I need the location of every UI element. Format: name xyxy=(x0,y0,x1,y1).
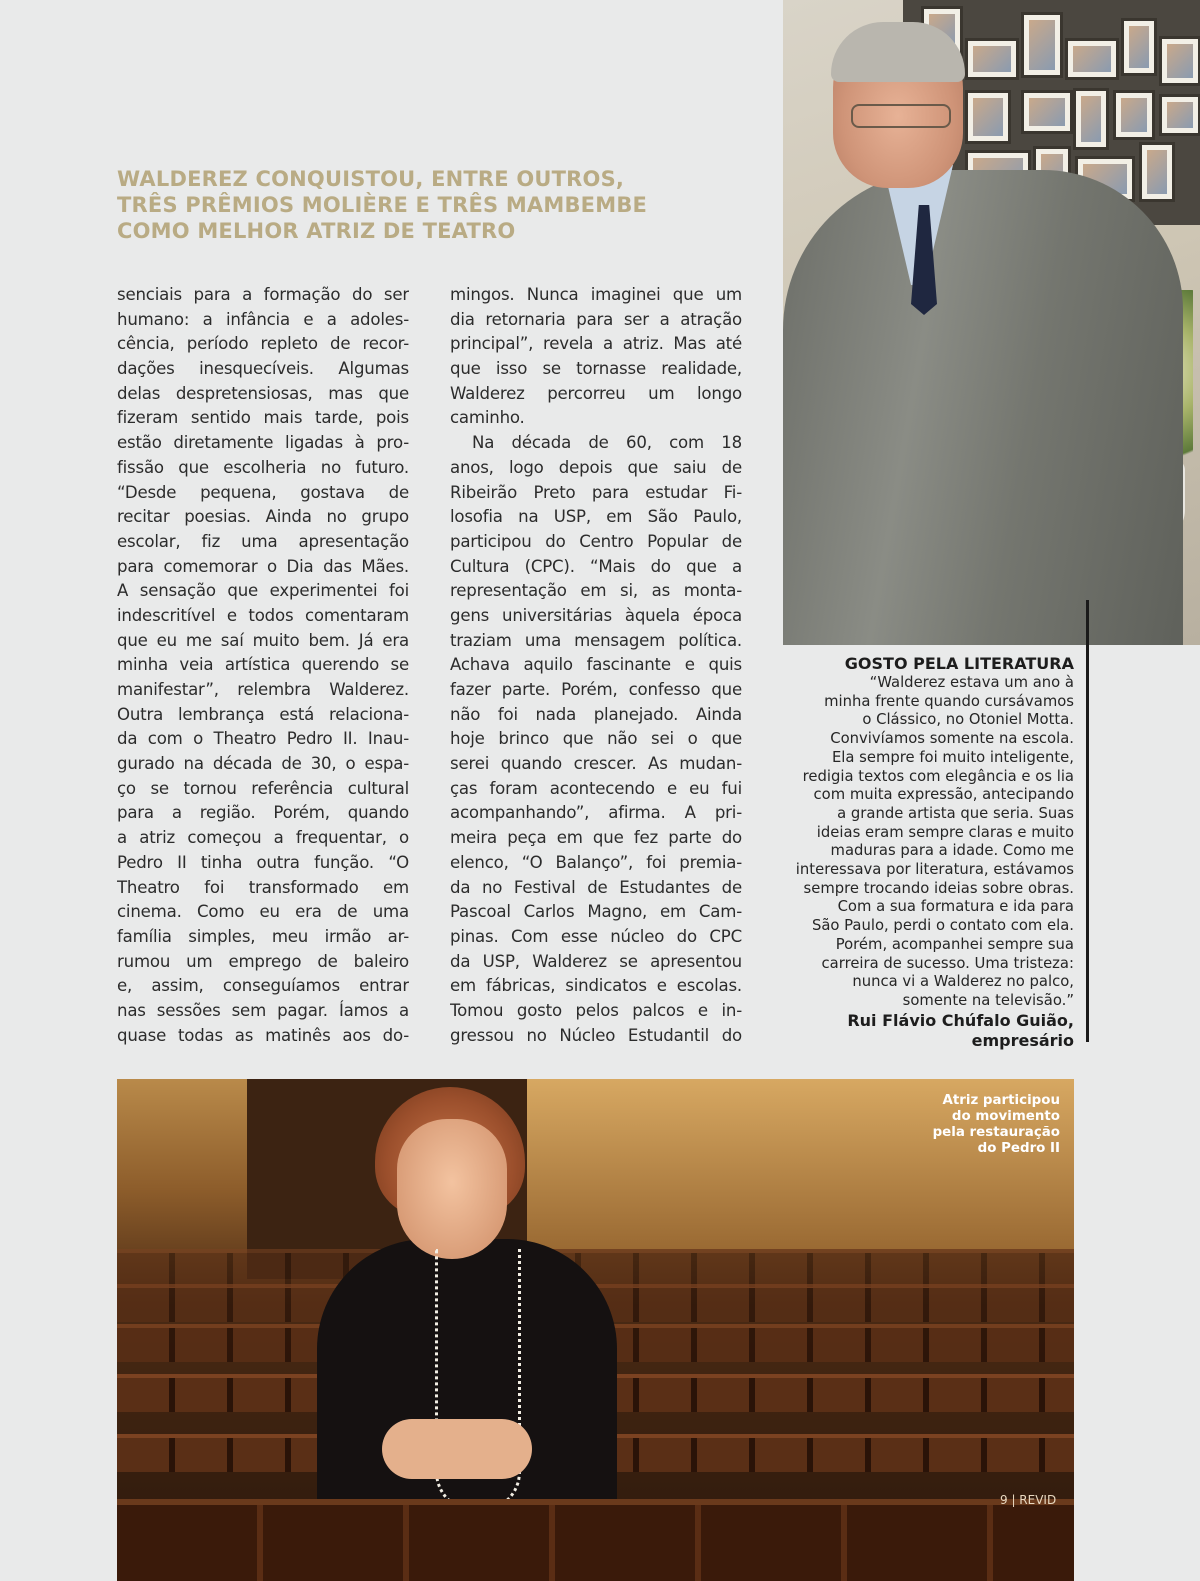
text-line: delas despretensiosas, mas que xyxy=(117,383,409,403)
text-line: principal”, revela a atriz. Mas até xyxy=(450,334,742,354)
quote-author-role: empresário xyxy=(971,1030,1074,1050)
caption-line: do movimento xyxy=(951,1109,1060,1124)
text-line: não foi nada planejado. Ainda xyxy=(450,704,742,724)
headline-line: WALDEREZ CONQUISTOU, ENTRE OUTROS, xyxy=(117,167,625,191)
quote-line: Com a sua formatura e ida para xyxy=(837,898,1074,916)
text-line: gens universitárias àquela época xyxy=(450,605,742,625)
text-line: da com o Theatro Pedro II. Inau- xyxy=(117,729,409,749)
text-line: quase todas as matinês aos do- xyxy=(117,1025,409,1045)
text-line: manifestar”, relembra Walderez. xyxy=(117,680,409,699)
text-line: da USP, Walderez se apresentou xyxy=(450,951,742,971)
text-line: para a região. Porém, quando xyxy=(117,803,409,823)
text-line: senciais para a formação do ser xyxy=(117,285,409,304)
quote-vertical-rule xyxy=(1086,600,1089,1042)
quote-line: o Clássico, no Otoniel Motta. xyxy=(862,711,1074,729)
quote-line: minha frente quando cursávamos xyxy=(824,692,1074,710)
text-line: recitar poesias. Ainda no grupo xyxy=(117,507,409,527)
text-line: A sensação que experimentei foi xyxy=(117,581,409,601)
text-line: fizeram sentido mais tarde, pois xyxy=(117,408,409,428)
text-line: Outra lembrança está relaciona- xyxy=(117,704,409,724)
text-line: cência, período repleto de recor- xyxy=(117,334,409,354)
text-line: Na década de 60, com 18 xyxy=(472,433,742,453)
text-line: gressou no Núcleo Estudantil do xyxy=(450,1025,742,1045)
text-line: que isso se tornasse realidade, xyxy=(450,359,742,379)
quote-line: redigia textos com elegância e os lia xyxy=(802,767,1074,785)
text-line: Pedro II tinha outra função. “O xyxy=(117,852,409,872)
text-line: “Desde pequena, gostava de xyxy=(117,482,409,502)
seat-row xyxy=(117,1249,1074,1287)
quote-line: “Walderez estava um ano à xyxy=(869,674,1074,691)
caption-line: pela restauração xyxy=(932,1125,1060,1140)
headline xyxy=(117,166,717,244)
text-line: a atriz começou a frequentar, o xyxy=(117,828,409,848)
text-line: minha veia artística querendo se xyxy=(117,655,409,675)
quote-line: interessava por literatura, estávamos xyxy=(795,861,1074,879)
text-line: fissão que escolheria no futuro. xyxy=(117,457,409,477)
quote-line: a grande artista que seria. Suas xyxy=(837,804,1074,822)
article-column-middle xyxy=(450,283,742,1048)
quote-line: somente na televisão.” xyxy=(902,991,1074,1009)
text-line: dações inesquecíveis. Algumas xyxy=(117,359,409,379)
text-line: ças foram acontecendo e eu fui xyxy=(450,778,742,798)
text-line: da no Festival de Estudantes de xyxy=(450,877,742,897)
sidebar-quote xyxy=(783,654,1074,1051)
text-line: representação em si, as monta- xyxy=(450,581,742,601)
text-line: fazer parte. Porém, confesso que xyxy=(450,680,742,699)
text-line: ço se tornou referência cultural xyxy=(117,778,409,798)
headline-line: COMO MELHOR ATRIZ DE TEATRO xyxy=(117,219,516,243)
photo-rui-flavio xyxy=(783,0,1200,645)
caption-line: do Pedro II xyxy=(977,1141,1060,1156)
text-line: serei quando crescer. As mudan- xyxy=(450,754,742,774)
woman-arms xyxy=(382,1419,532,1479)
quote-line: carreira de sucesso. Uma tristeza: xyxy=(821,954,1074,972)
text-line: estão diretamente ligadas à pro- xyxy=(117,433,409,453)
text-line: para comemorar o Dia das Mães. xyxy=(117,556,409,576)
text-line: anos, logo depois que saiu de xyxy=(450,457,742,477)
quote-line: ideias eram sempre claras e muito xyxy=(816,823,1074,841)
quote-line: com muita expressão, antecipando xyxy=(813,786,1074,804)
man-suit xyxy=(783,170,1183,645)
text-line: escolar, fiz uma apresentação xyxy=(117,531,409,551)
text-line: Walderez percorreu um longo xyxy=(450,383,742,403)
text-line: Tomou gosto pelos palcos e in- xyxy=(450,1000,742,1020)
woman-face xyxy=(397,1119,507,1259)
text-line: meira peça em que fez parte do xyxy=(450,828,742,848)
quote-author: Rui Flávio Chúfalo Guião, xyxy=(847,1010,1074,1030)
quote-title: GOSTO PELA LITERATURA xyxy=(844,654,1074,673)
quote-line: Porém, acompanhei sempre sua xyxy=(835,935,1074,953)
quote-body xyxy=(783,674,1074,1011)
text-line: participou do Centro Popular de xyxy=(450,531,742,551)
text-line: traziam uma mensagem política. xyxy=(450,630,742,650)
quote-line: São Paulo, perdi o contato com ela. xyxy=(811,917,1074,935)
text-line: elenco, “O Balanço”, foi premia- xyxy=(450,852,742,872)
headline-line: TRÊS PRÊMIOS MOLIÈRE E TRÊS MAMBEMBE xyxy=(117,193,648,217)
text-line: em fábricas, sindicatos e escolas. xyxy=(450,976,742,996)
quote-line: nunca vi a Walderez no palco, xyxy=(852,973,1074,991)
text-line: que eu me saí muito bem. Já era xyxy=(117,630,409,650)
quote-line: sempre trocando ideias sobre obras. xyxy=(803,879,1074,897)
text-line: losofia na USP, em São Paulo, xyxy=(450,507,742,527)
text-line: Cultura (CPC). “Mais do que a xyxy=(450,556,742,576)
text-line: pinas. Com esse núcleo do CPC xyxy=(450,926,742,946)
text-line: indescritível e todos comentaram xyxy=(117,605,409,625)
article-column-left xyxy=(117,283,409,1048)
photo-caption xyxy=(905,1093,1060,1157)
text-line: família simples, meu irmão ar- xyxy=(117,926,409,946)
text-line: cinema. Como eu era de uma xyxy=(117,902,409,922)
text-line: nas sessões sem pagar. Íamos a xyxy=(117,1000,409,1020)
text-line: dia retornaria para ser a atração xyxy=(450,309,742,329)
seat-backs-foreground xyxy=(117,1499,1074,1581)
text-line: Pascoal Carlos Magno, em Cam- xyxy=(450,902,742,922)
quote-line: Convivíamos somente na escola. xyxy=(830,730,1074,748)
text-line: Ribeirão Preto para estudar Fi- xyxy=(450,482,742,502)
text-line: mingos. Nunca imaginei que um xyxy=(450,285,742,304)
caption-line: Atriz participou xyxy=(942,1093,1060,1108)
text-line: hoje brinco que não sei o que xyxy=(450,729,742,749)
man-glasses xyxy=(851,104,951,128)
quote-line: maduras para a idade. Como me xyxy=(830,842,1074,860)
text-line: caminho. xyxy=(450,408,525,428)
text-line: gurado na década de 30, o espa- xyxy=(117,754,409,774)
text-line: rumou um emprego de baleiro xyxy=(117,951,409,971)
page-footer: 9 | REVID xyxy=(1000,1493,1057,1507)
text-line: acompanhando”, afirma. A pri- xyxy=(450,803,742,823)
text-line: e, assim, conseguíamos entrar xyxy=(117,976,409,996)
quote-line: Ela sempre foi muito inteligente, xyxy=(831,748,1074,766)
text-line: Achava aquilo fascinante e quis xyxy=(450,655,742,675)
text-line: humano: a infância e a adoles- xyxy=(117,309,409,329)
text-line: Theatro foi transformado em xyxy=(117,877,409,897)
